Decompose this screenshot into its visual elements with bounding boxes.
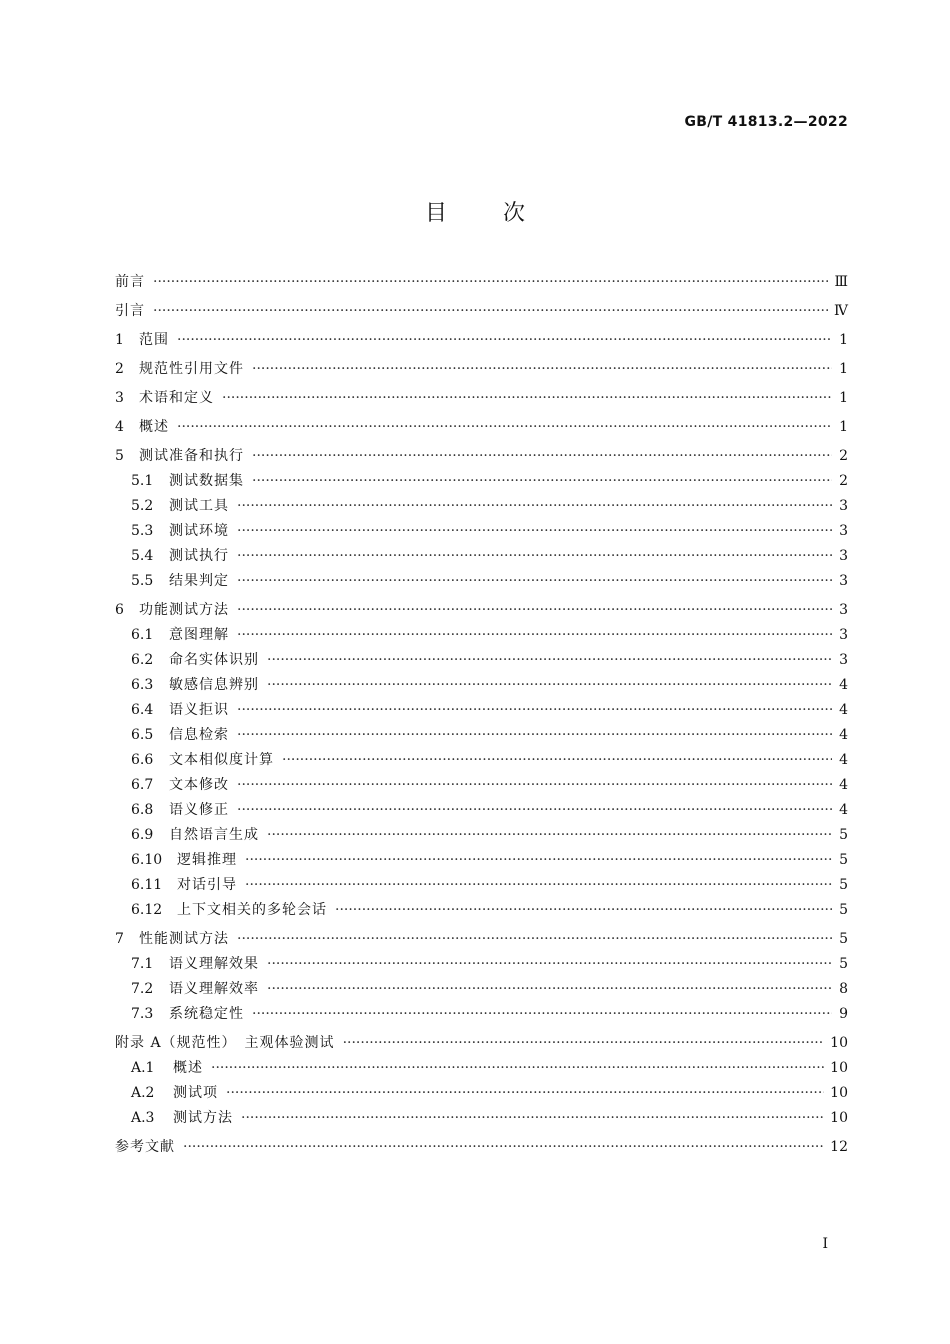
standard-code: GB/T 41813.2—2022 — [684, 114, 848, 130]
toc-entry[interactable] — [115, 952, 848, 977]
toc-entry-number: 6.9 — [131, 827, 154, 843]
toc-entry-number: 5.5 — [131, 573, 154, 589]
toc-entry-label: 参考文献 — [115, 1139, 175, 1155]
toc-entry-page: 9 — [839, 1006, 848, 1022]
toc-entry-number: A.2 — [131, 1085, 155, 1101]
toc-entry-label: 术语和定义 — [139, 390, 214, 406]
toc-entry-number: 6.7 — [131, 777, 154, 793]
toc-entry-number: A.1 — [131, 1060, 155, 1076]
toc-entry-page: 2 — [839, 448, 848, 464]
toc-leader-dots — [245, 873, 832, 898]
toc-entry-page: 3 — [839, 548, 848, 564]
toc-entry-label: 逻辑推理 — [177, 852, 237, 868]
toc-leader-dots — [237, 723, 832, 748]
toc-entry-label: 测试环境 — [169, 523, 229, 539]
toc-entry-number: 6.5 — [131, 727, 154, 743]
toc-entry-label: 上下文相关的多轮会话 — [177, 902, 327, 918]
toc-entry-number: 7 — [115, 931, 124, 947]
toc-entry[interactable] — [115, 386, 848, 411]
toc-entry-number: 7.3 — [131, 1006, 154, 1022]
toc-entry-page: 5 — [839, 877, 848, 893]
toc-entry[interactable] — [115, 544, 848, 569]
toc-entry-label: 语义修正 — [169, 802, 229, 818]
toc-entry[interactable] — [115, 1056, 848, 1081]
toc-entry[interactable] — [115, 569, 848, 594]
toc-leader-dots — [252, 357, 832, 382]
toc-entry-page: 5 — [839, 852, 848, 868]
toc-title-part2: 次 — [503, 201, 526, 226]
toc-entry[interactable] — [115, 598, 848, 623]
toc-title-part1: 目 — [424, 201, 447, 226]
toc-entry[interactable] — [115, 977, 848, 1002]
toc-entry-page: 4 — [839, 702, 848, 718]
toc-entry[interactable] — [115, 723, 848, 748]
toc-entry-number: 5.3 — [131, 523, 154, 539]
toc-entry-page: 5 — [839, 956, 848, 972]
toc-leader-dots — [267, 952, 832, 977]
toc-leader-dots — [237, 698, 832, 723]
toc-entry-label: 语义理解效率 — [169, 981, 259, 997]
toc-entry[interactable] — [115, 873, 848, 898]
toc-entry[interactable] — [115, 1135, 848, 1160]
toc-entry-page: 12 — [830, 1139, 848, 1155]
toc-entry-label: 概述 — [139, 419, 169, 435]
toc-entry-page: 10 — [830, 1085, 848, 1101]
footer-page-number: I — [822, 1236, 828, 1252]
toc-entry[interactable] — [115, 927, 848, 952]
toc-leader-dots — [153, 299, 828, 324]
toc-leader-dots — [267, 648, 832, 673]
toc-leader-dots — [237, 927, 832, 952]
toc-entry-label: 引言 — [115, 303, 145, 319]
toc-leader-dots — [282, 748, 832, 773]
toc-entry-number: 6.1 — [131, 627, 154, 643]
toc-leader-dots — [211, 1056, 824, 1081]
toc-leader-dots — [222, 386, 832, 411]
toc-entry-number: 6.4 — [131, 702, 154, 718]
toc-leader-dots — [252, 444, 832, 469]
toc-entry-label: 自然语言生成 — [169, 827, 259, 843]
toc-leader-dots — [237, 798, 832, 823]
toc-entry-label: 系统稳定性 — [169, 1006, 244, 1022]
toc-entry[interactable] — [115, 773, 848, 798]
toc-entry-number: 6.3 — [131, 677, 154, 693]
toc-entry[interactable] — [115, 444, 848, 469]
toc-leader-dots — [183, 1135, 824, 1160]
toc-entry[interactable] — [115, 698, 848, 723]
toc-leader-dots — [335, 898, 832, 923]
toc-entry-label: 测试工具 — [169, 498, 229, 514]
toc-entry-label: 语义拒识 — [169, 702, 229, 718]
toc-entry-page: 5 — [839, 827, 848, 843]
toc-entry-label: 功能测试方法 — [139, 602, 229, 618]
toc-entry-label: 附录 A（规范性） 主观体验测试 — [115, 1035, 335, 1051]
toc-entry-page: 5 — [839, 902, 848, 918]
toc-entry-label: 敏感信息辨别 — [169, 677, 259, 693]
toc-entry-page: 3 — [839, 627, 848, 643]
toc-entry-label: 结果判定 — [169, 573, 229, 589]
toc-entry-label: 测试方法 — [173, 1110, 233, 1126]
toc-entry-page: 4 — [839, 677, 848, 693]
toc-entry-page: 3 — [839, 652, 848, 668]
toc-entry-page: 4 — [839, 752, 848, 768]
toc-entry-label: 测试数据集 — [169, 473, 244, 489]
toc-entry-page: 3 — [839, 498, 848, 514]
toc-entry-label: 意图理解 — [169, 627, 229, 643]
toc-entry[interactable] — [115, 623, 848, 648]
toc-entry[interactable] — [115, 673, 848, 698]
toc-entry-page: 3 — [839, 602, 848, 618]
toc-entry-number: 6.12 — [131, 902, 163, 918]
toc-leader-dots — [237, 494, 832, 519]
toc-leader-dots — [237, 623, 832, 648]
toc-entry-page: Ⅲ — [834, 274, 848, 290]
toc-entry-number: 7.1 — [131, 956, 154, 972]
toc-entry[interactable] — [115, 415, 848, 440]
toc-entry-page: 4 — [839, 727, 848, 743]
toc-entry[interactable] — [115, 823, 848, 848]
toc-entry[interactable] — [115, 1031, 848, 1056]
toc-entry-page: 10 — [830, 1060, 848, 1076]
toc-entry-label: 语义理解效果 — [169, 956, 259, 972]
toc-entry-number: 5 — [115, 448, 124, 464]
toc-entry[interactable] — [115, 898, 848, 923]
toc-entry-label: 测试项 — [173, 1085, 218, 1101]
toc-leader-dots — [245, 848, 832, 873]
toc-entry-number: 3 — [115, 390, 124, 406]
toc-entry[interactable] — [115, 1081, 848, 1106]
toc-leader-dots — [226, 1081, 824, 1106]
toc-leader-dots — [237, 598, 832, 623]
toc-entry-label: 命名实体识别 — [169, 652, 259, 668]
toc-entry-number: 5.1 — [131, 473, 154, 489]
toc-entry-page: Ⅳ — [834, 303, 848, 319]
toc-entry-label: 文本相似度计算 — [169, 752, 274, 768]
toc-entry-label: 前言 — [115, 274, 145, 290]
toc-leader-dots — [267, 673, 832, 698]
toc-entry-label: 文本修改 — [169, 777, 229, 793]
toc-entry-page: 1 — [839, 332, 848, 348]
toc-entry-label: 性能测试方法 — [139, 931, 229, 947]
toc-entry-number: 6.8 — [131, 802, 154, 818]
toc-leader-dots — [177, 415, 832, 440]
toc-entry[interactable] — [115, 469, 848, 494]
toc-entry[interactable] — [115, 1106, 848, 1131]
toc-entry-page: 4 — [839, 777, 848, 793]
toc-leader-dots — [237, 569, 832, 594]
toc-entry-page: 1 — [839, 419, 848, 435]
toc-entry-page: 5 — [839, 931, 848, 947]
toc-entry-number: 5.2 — [131, 498, 154, 514]
toc-entry-number: 6.11 — [131, 877, 163, 893]
toc-entry[interactable] — [115, 648, 848, 673]
toc-entry-page: 3 — [839, 523, 848, 539]
toc-entry-label: 信息检索 — [169, 727, 229, 743]
toc-entry-label: 概述 — [173, 1060, 203, 1076]
toc-entry[interactable] — [115, 299, 848, 324]
toc-entry-page: 4 — [839, 802, 848, 818]
toc-entry-page: 8 — [839, 981, 848, 997]
toc-title — [0, 196, 950, 227]
toc-entry-number: 6.10 — [131, 852, 163, 868]
toc-entry-label: 范围 — [139, 332, 169, 348]
toc-entry-number: 4 — [115, 419, 124, 435]
toc-leader-dots — [252, 469, 832, 494]
toc-leader-dots — [343, 1031, 825, 1056]
toc-entry-label: 测试准备和执行 — [139, 448, 244, 464]
toc-entry-number: 6 — [115, 602, 124, 618]
toc-entry[interactable] — [115, 357, 848, 382]
toc-entry[interactable] — [115, 519, 848, 544]
toc-entry-page: 3 — [839, 573, 848, 589]
toc-entry-number: A.3 — [131, 1110, 155, 1126]
toc-entry-label: 规范性引用文件 — [139, 361, 244, 377]
toc-entry-page: 10 — [830, 1035, 848, 1051]
toc-entry-page: 1 — [839, 361, 848, 377]
toc-leader-dots — [267, 977, 832, 1002]
toc-entry-number: 5.4 — [131, 548, 154, 564]
toc-entry-number: 1 — [115, 332, 124, 348]
toc-entry[interactable] — [115, 494, 848, 519]
toc-entry-number: 2 — [115, 361, 124, 377]
toc-entry[interactable] — [115, 328, 848, 353]
toc-entry-page: 2 — [839, 473, 848, 489]
toc-entry-number: 6.2 — [131, 652, 154, 668]
toc-leader-dots — [237, 773, 832, 798]
toc-entry-number: 7.2 — [131, 981, 154, 997]
toc-entry-page: 1 — [839, 390, 848, 406]
table-of-contents — [115, 270, 848, 1160]
toc-entry[interactable] — [115, 798, 848, 823]
toc-entry[interactable] — [115, 270, 848, 295]
toc-entry-label: 测试执行 — [169, 548, 229, 564]
toc-entry-page: 10 — [830, 1110, 848, 1126]
toc-entry[interactable] — [115, 1002, 848, 1027]
toc-leader-dots — [241, 1106, 824, 1131]
toc-leader-dots — [267, 823, 832, 848]
toc-leader-dots — [177, 328, 832, 353]
toc-leader-dots — [153, 270, 828, 295]
toc-leader-dots — [237, 544, 832, 569]
toc-entry[interactable] — [115, 748, 848, 773]
toc-entry-label: 对话引导 — [177, 877, 237, 893]
toc-entry[interactable] — [115, 848, 848, 873]
toc-leader-dots — [237, 519, 832, 544]
toc-entry-number: 6.6 — [131, 752, 154, 768]
toc-leader-dots — [252, 1002, 832, 1027]
